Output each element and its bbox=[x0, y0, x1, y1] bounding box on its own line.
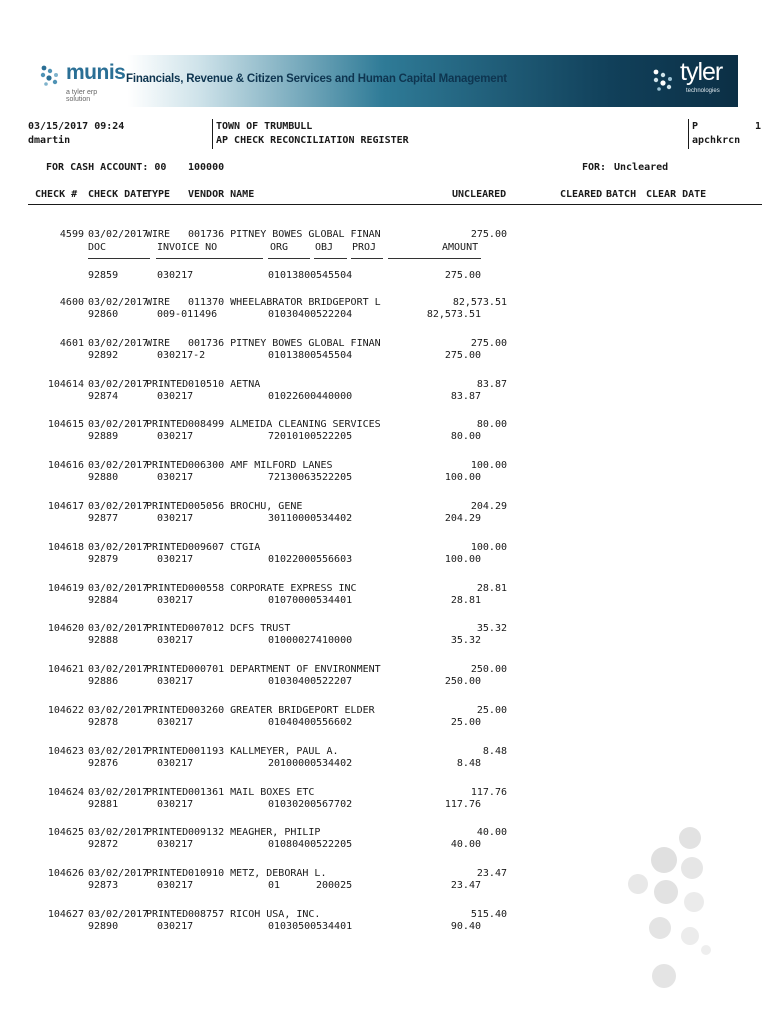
obj-code: 522205 bbox=[316, 472, 353, 484]
vendor: 008499 ALMEIDA CLEANING SERVICES bbox=[188, 419, 381, 431]
check-date: 03/02/2017 bbox=[88, 868, 149, 880]
check-type: PRINTED bbox=[146, 623, 189, 635]
check-type: PRINTED bbox=[146, 582, 189, 594]
header-rule bbox=[28, 204, 762, 205]
page-number: 1 bbox=[755, 121, 762, 132]
munis-dots-icon bbox=[38, 63, 64, 89]
check-number: 104617 bbox=[47, 501, 84, 512]
check-number: 104614 bbox=[47, 378, 84, 390]
invoice-number: 009-011496 bbox=[157, 309, 218, 320]
line-amount: 275.00 bbox=[444, 270, 481, 281]
obj-code: 522207 bbox=[316, 676, 353, 688]
report-title: AP CHECK RECONCILIATION REGISTER bbox=[216, 135, 409, 146]
check-type: PRINTED bbox=[146, 541, 189, 553]
check-date: 03/02/2017 bbox=[88, 745, 149, 757]
org-code: 20100000 bbox=[268, 757, 317, 769]
col-clear-date: CLEAR DATE bbox=[646, 189, 707, 200]
doc-number: 92877 bbox=[88, 513, 119, 524]
check-date: 03/02/2017 bbox=[88, 827, 149, 839]
uncleared-amount: 100.00 bbox=[470, 541, 507, 553]
org-code: 01013800 bbox=[268, 270, 317, 281]
check-date: 03/02/2017 bbox=[88, 541, 149, 553]
invoice-number: 030217 bbox=[157, 839, 194, 851]
org-code: 01030500 bbox=[268, 921, 317, 932]
uncleared-amount: 8.48 bbox=[482, 745, 507, 757]
filter-value: Uncleared bbox=[614, 162, 669, 173]
obj-code: 534402 bbox=[316, 757, 353, 769]
uncleared-amount: 28.81 bbox=[476, 582, 507, 594]
uncleared-amount: 40.00 bbox=[476, 827, 507, 839]
report-user: dmartin bbox=[28, 135, 71, 146]
sub-col-amount: AMOUNT bbox=[442, 242, 479, 253]
doc-number: 92872 bbox=[88, 839, 119, 851]
sub-col-obj: OBJ bbox=[315, 242, 334, 253]
vendor: 009607 CTGIA bbox=[188, 541, 261, 553]
check-date: 03/02/2017 bbox=[88, 460, 149, 472]
org-code: 01000027 bbox=[268, 635, 317, 647]
header-divider-right bbox=[688, 119, 689, 149]
check-date: 03/02/2017 bbox=[88, 664, 149, 676]
invoice-number: 030217 bbox=[157, 594, 194, 606]
invoice-number: 030217 bbox=[157, 553, 194, 565]
report-org: TOWN OF TRUMBULL bbox=[216, 121, 313, 132]
sub-underline-obj bbox=[314, 258, 347, 259]
check-date: 03/02/2017 bbox=[88, 623, 149, 635]
vendor: 001736 PITNEY BOWES GLOBAL FINAN bbox=[188, 337, 381, 349]
check-date: 03/02/2017 bbox=[88, 909, 149, 920]
sub-underline-invoice bbox=[156, 258, 263, 259]
check-type: WIRE bbox=[146, 229, 171, 240]
tyler-logo bbox=[650, 58, 730, 104]
tyler-subtitle: technologies bbox=[686, 88, 720, 94]
doc-number: 92860 bbox=[88, 309, 119, 320]
obj-code: 410000 bbox=[316, 635, 353, 647]
program-code: apchkrcn bbox=[692, 135, 741, 146]
check-date: 03/02/2017 bbox=[88, 786, 149, 798]
org-code: 01030400 bbox=[268, 309, 317, 320]
uncleared-amount: 204.29 bbox=[470, 501, 507, 512]
obj-code: 534402 bbox=[316, 513, 353, 524]
line-amount: 8.48 bbox=[456, 757, 481, 769]
col-vendor-name: VENDOR NAME bbox=[188, 189, 255, 200]
line-amount: 83.87 bbox=[450, 390, 481, 402]
check-number: 4599 bbox=[59, 229, 84, 240]
col-check-number: CHECK # bbox=[35, 189, 78, 200]
doc-number: 92878 bbox=[88, 717, 119, 728]
check-type: PRINTED bbox=[146, 501, 189, 512]
check-number: 104618 bbox=[47, 541, 84, 553]
col-batch: BATCH bbox=[606, 189, 637, 200]
vendor: 001193 KALLMEYER, PAUL A. bbox=[188, 745, 339, 757]
check-number: 104623 bbox=[47, 745, 84, 757]
org-code: 30110000 bbox=[268, 513, 317, 524]
sub-col-invoice: INVOICE NO bbox=[157, 242, 218, 253]
obj-code: 545504 bbox=[316, 349, 353, 361]
check-number: 104627 bbox=[47, 909, 84, 920]
line-amount: 23.47 bbox=[450, 880, 481, 892]
check-date: 03/02/2017 bbox=[88, 582, 149, 594]
check-number: 104624 bbox=[47, 786, 84, 798]
invoice-number: 030217 bbox=[157, 431, 194, 443]
check-type: PRINTED bbox=[146, 868, 189, 880]
line-amount: 100.00 bbox=[444, 472, 481, 484]
check-number: 104619 bbox=[47, 582, 84, 594]
vendor: 010910 METZ, DEBORAH L. bbox=[188, 868, 327, 880]
invoice-number: 030217 bbox=[157, 390, 194, 402]
check-date: 03/02/2017 bbox=[88, 229, 149, 240]
obj-code: 567702 bbox=[316, 798, 353, 810]
check-number: 104615 bbox=[47, 419, 84, 431]
org-code: 72010100 bbox=[268, 431, 317, 443]
doc-number: 92881 bbox=[88, 798, 119, 810]
uncleared-amount: 82,573.51 bbox=[452, 297, 507, 308]
doc-number: 92876 bbox=[88, 757, 119, 769]
obj-code: 522204 bbox=[316, 309, 353, 320]
tyler-wordmark: tyler bbox=[680, 58, 723, 86]
uncleared-amount: 275.00 bbox=[470, 229, 507, 240]
report-banner bbox=[28, 55, 738, 107]
uncleared-amount: 250.00 bbox=[470, 664, 507, 676]
doc-number: 92874 bbox=[88, 390, 119, 402]
org-code: 01022000 bbox=[268, 553, 317, 565]
sub-col-org: ORG bbox=[270, 242, 289, 253]
cash-account-number: 100000 bbox=[188, 162, 225, 173]
check-type: PRINTED bbox=[146, 664, 189, 676]
check-type: PRINTED bbox=[146, 460, 189, 472]
obj-code: 534401 bbox=[316, 594, 353, 606]
uncleared-amount: 100.00 bbox=[470, 460, 507, 472]
sub-underline-proj bbox=[351, 258, 383, 259]
line-amount: 25.00 bbox=[450, 717, 481, 728]
check-type: PRINTED bbox=[146, 705, 189, 716]
obj-code: 522205 bbox=[316, 839, 353, 851]
check-type: PRINTED bbox=[146, 786, 189, 798]
uncleared-amount: 117.76 bbox=[470, 786, 507, 798]
org-code: 01040400 bbox=[268, 717, 317, 728]
line-amount: 250.00 bbox=[444, 676, 481, 688]
line-amount: 28.81 bbox=[450, 594, 481, 606]
uncleared-amount: 275.00 bbox=[470, 337, 507, 349]
invoice-number: 030217 bbox=[157, 798, 194, 810]
invoice-number: 030217 bbox=[157, 513, 194, 524]
line-amount: 204.29 bbox=[444, 513, 481, 524]
check-date: 03/02/2017 bbox=[88, 337, 149, 349]
obj-code: 545504 bbox=[316, 270, 353, 281]
doc-number: 92879 bbox=[88, 553, 119, 565]
watermark-dots-icon bbox=[620, 820, 770, 1020]
page-label: P bbox=[692, 121, 699, 132]
check-number: 104620 bbox=[47, 623, 84, 635]
vendor: 001361 MAIL BOXES ETC bbox=[188, 786, 315, 798]
line-amount: 80.00 bbox=[450, 431, 481, 443]
org-code: 01080400 bbox=[268, 839, 317, 851]
line-amount: 117.76 bbox=[444, 798, 481, 810]
invoice-number: 030217 bbox=[157, 270, 194, 281]
org-code: 01030200 bbox=[268, 798, 317, 810]
obj-code: 440000 bbox=[316, 390, 353, 402]
sub-col-doc: DOC bbox=[88, 242, 107, 253]
col-type: TYPE bbox=[146, 189, 171, 200]
org-code: 01030400 bbox=[268, 676, 317, 688]
check-type: WIRE bbox=[146, 297, 171, 308]
check-type: WIRE bbox=[146, 337, 171, 349]
obj-code: 200025 bbox=[316, 880, 353, 892]
vendor: 006300 AMF MILFORD LANES bbox=[188, 460, 333, 472]
sub-underline-doc bbox=[88, 258, 150, 259]
check-type: PRINTED bbox=[146, 745, 189, 757]
uncleared-amount: 80.00 bbox=[476, 419, 507, 431]
obj-code: 556603 bbox=[316, 553, 353, 565]
vendor: 001736 PITNEY BOWES GLOBAL FINAN bbox=[188, 229, 381, 240]
line-amount: 35.32 bbox=[450, 635, 481, 647]
line-amount: 100.00 bbox=[444, 553, 481, 565]
doc-number: 92889 bbox=[88, 431, 119, 443]
line-amount: 90.40 bbox=[450, 921, 481, 932]
check-date: 03/02/2017 bbox=[88, 501, 149, 512]
org-code: 01 bbox=[268, 880, 281, 892]
sub-underline-amount bbox=[388, 258, 481, 259]
uncleared-amount: 515.40 bbox=[470, 909, 507, 920]
header-divider-left bbox=[212, 119, 213, 149]
filter-label: FOR: bbox=[582, 162, 607, 173]
check-number: 104626 bbox=[47, 868, 84, 880]
sub-underline-org bbox=[268, 258, 310, 259]
invoice-number: 030217 bbox=[157, 921, 194, 932]
org-code: 01022600 bbox=[268, 390, 317, 402]
obj-code: 556602 bbox=[316, 717, 353, 728]
munis-logo bbox=[38, 59, 126, 103]
munis-wordmark: munis bbox=[66, 61, 126, 84]
sub-col-proj: PROJ bbox=[352, 242, 377, 253]
doc-number: 92892 bbox=[88, 349, 119, 361]
check-date: 03/02/2017 bbox=[88, 705, 149, 716]
check-date: 03/02/2017 bbox=[88, 297, 149, 308]
obj-code: 534401 bbox=[316, 921, 353, 932]
line-amount: 40.00 bbox=[450, 839, 481, 851]
check-number: 4600 bbox=[59, 297, 84, 308]
doc-number: 92884 bbox=[88, 594, 119, 606]
org-code: 72130063 bbox=[268, 472, 317, 484]
invoice-number: 030217 bbox=[157, 676, 194, 688]
check-type: PRINTED bbox=[146, 909, 189, 920]
invoice-number: 030217 bbox=[157, 635, 194, 647]
vendor: 008757 RICOH USA, INC. bbox=[188, 909, 321, 920]
invoice-number: 030217 bbox=[157, 472, 194, 484]
check-type: PRINTED bbox=[146, 378, 189, 390]
doc-number: 92890 bbox=[88, 921, 119, 932]
check-type: PRINTED bbox=[146, 419, 189, 431]
doc-number: 92873 bbox=[88, 880, 119, 892]
check-date: 03/02/2017 bbox=[88, 419, 149, 431]
doc-number: 92880 bbox=[88, 472, 119, 484]
invoice-number: 030217-2 bbox=[157, 349, 206, 361]
invoice-number: 030217 bbox=[157, 717, 194, 728]
org-code: 01013800 bbox=[268, 349, 317, 361]
vendor: 000558 CORPORATE EXPRESS INC bbox=[188, 582, 357, 594]
doc-number: 92859 bbox=[88, 270, 119, 281]
cash-account-label: FOR CASH ACCOUNT: 00 bbox=[46, 162, 167, 173]
munis-tagline: a tyler erp solution bbox=[66, 89, 98, 103]
uncleared-amount: 83.87 bbox=[476, 378, 507, 390]
line-amount: 82,573.51 bbox=[426, 309, 481, 320]
vendor: 009132 MEAGHER, PHILIP bbox=[188, 827, 321, 839]
uncleared-amount: 35.32 bbox=[476, 623, 507, 635]
check-date: 03/02/2017 bbox=[88, 378, 149, 390]
org-code: 01070000 bbox=[268, 594, 317, 606]
banner-title: Financials, Revenue & Citizen Services and Human Capital Management bbox=[126, 73, 507, 85]
check-type: PRINTED bbox=[146, 827, 189, 839]
check-number: 4601 bbox=[59, 337, 84, 349]
obj-code: 522205 bbox=[316, 431, 353, 443]
uncleared-amount: 23.47 bbox=[476, 868, 507, 880]
report-datetime: 03/15/2017 09:24 bbox=[28, 121, 125, 132]
check-number: 104622 bbox=[47, 705, 84, 716]
uncleared-amount: 25.00 bbox=[476, 705, 507, 716]
tyler-dots-icon bbox=[650, 66, 678, 94]
col-uncleared: UNCLEARED bbox=[452, 189, 507, 200]
invoice-number: 030217 bbox=[157, 880, 194, 892]
vendor: 003260 GREATER BRIDGEPORT ELDER bbox=[188, 705, 375, 716]
invoice-number: 030217 bbox=[157, 757, 194, 769]
doc-number: 92886 bbox=[88, 676, 119, 688]
check-number: 104616 bbox=[47, 460, 84, 472]
vendor: 007012 DCFS TRUST bbox=[188, 623, 291, 635]
check-number: 104621 bbox=[47, 664, 84, 676]
vendor: 005056 BROCHU, GENE bbox=[188, 501, 303, 512]
col-cleared: CLEARED bbox=[560, 189, 603, 200]
col-check-date: CHECK DATE bbox=[88, 189, 149, 200]
vendor: 000701 DEPARTMENT OF ENVIRONMENT bbox=[188, 664, 381, 676]
check-number: 104625 bbox=[47, 827, 84, 839]
vendor: 010510 AETNA bbox=[188, 378, 261, 390]
doc-number: 92888 bbox=[88, 635, 119, 647]
vendor: 011370 WHEELABRATOR BRIDGEPORT L bbox=[188, 297, 381, 308]
line-amount: 275.00 bbox=[444, 349, 481, 361]
